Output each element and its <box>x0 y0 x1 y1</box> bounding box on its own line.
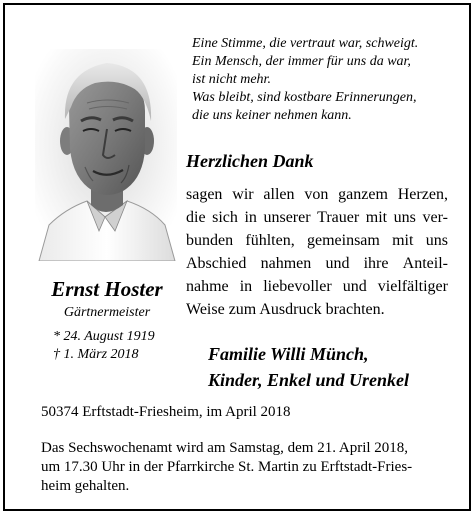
thanks-word: uns <box>425 232 448 249</box>
thanks-word: vielfältiger <box>377 278 448 295</box>
thanks-word: Trauer <box>317 209 360 226</box>
deceased-profession: Gärtnermeister <box>63 305 151 320</box>
place-and-date: 50374 Erftstadt-Friesheim, im April 2018 <box>41 404 291 420</box>
thanks-word: ihre <box>363 255 389 272</box>
thanks-word: nahme <box>186 278 229 295</box>
thanks-line <box>186 252 448 275</box>
thanks-word: allen <box>263 186 295 203</box>
obituary-card <box>3 3 471 511</box>
thanks-line <box>186 183 448 206</box>
thanks-word: ver- <box>422 209 448 226</box>
poem-line: Was bleibt, sind kostbare Erinnerungen, <box>192 90 417 105</box>
life-dates <box>53 328 173 364</box>
notice-line: heim gehalten. <box>41 478 130 494</box>
mass-notice <box>41 439 451 496</box>
thanks-word: Abschied <box>186 255 247 272</box>
poem-line: die uns keiner nehmen kann. <box>192 108 352 123</box>
family-line: Familie Willi Münch, <box>208 344 369 364</box>
notice-line: um 17.30 Uhr in der Pfarrkirche St. Martin zu Erftstadt-Fries- <box>41 459 413 475</box>
thanks-text <box>186 183 448 321</box>
family-signature <box>208 341 409 393</box>
poem-line: ist nicht mehr. <box>192 72 271 87</box>
thanks-line: Weise zum Ausdruck brachten. <box>186 301 385 318</box>
thanks-word: uns <box>393 209 416 226</box>
deceased-name: Ernst Hoster <box>51 277 163 301</box>
thanks-word: Herzen, <box>397 186 448 203</box>
notice-line: Das Sechswochenamt wird am Samstag, dem 21. April 2018, <box>41 440 409 456</box>
poem-line: Eine Stimme, die vertraut war, schweigt. <box>192 36 419 51</box>
thanks-word: in <box>244 209 257 226</box>
thanks-word: liebevoller <box>263 278 332 295</box>
poem-line: Ein Mensch, der immer für uns da war, <box>192 54 411 69</box>
thanks-word: von <box>304 186 329 203</box>
birth-date: * 24. August 1919 <box>53 329 155 344</box>
family-line: Kinder, Enkel und Urenkel <box>208 370 410 390</box>
thanks-word: wir <box>232 186 254 203</box>
thanks-word: in <box>239 278 253 295</box>
thanks-word: gemeinsam <box>306 232 380 249</box>
portrait-photo <box>35 49 177 261</box>
thanks-word: sich <box>212 209 238 226</box>
thanks-line <box>186 229 448 252</box>
thanks-line <box>186 275 448 298</box>
thanks-word: Anteil- <box>402 255 448 272</box>
thanks-word: nahmen <box>260 255 312 272</box>
thanks-word: und <box>325 255 350 272</box>
thanks-word: die <box>186 209 206 226</box>
thanks-line <box>186 206 448 229</box>
thanks-word: unserer <box>263 209 311 226</box>
death-date: † 1. März 2018 <box>53 347 139 362</box>
memorial-poem <box>192 35 454 125</box>
thanks-word: mit <box>392 232 414 249</box>
thanks-heading: Herzlichen Dank <box>186 151 314 171</box>
thanks-word: fühlten, <box>245 232 295 249</box>
thanks-word: bunden <box>186 232 234 249</box>
thanks-word: mit <box>365 209 388 226</box>
thanks-word: und <box>342 278 367 295</box>
thanks-word: ganzem <box>338 186 388 203</box>
thanks-word: sagen <box>186 186 223 203</box>
